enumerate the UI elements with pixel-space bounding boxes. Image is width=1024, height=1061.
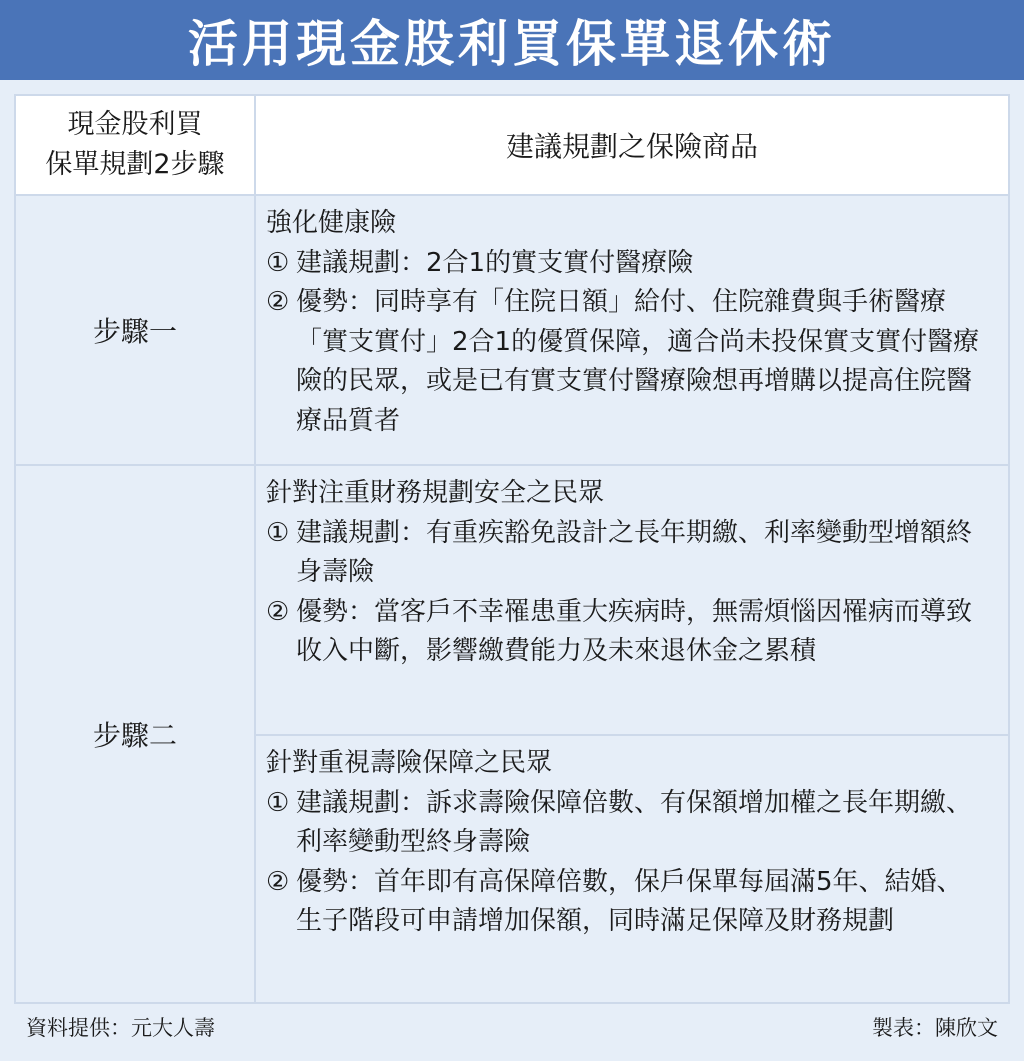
- item-number: ②: [266, 596, 290, 627]
- item-text: 建議規劃：有重疾豁免設計之長年期繳、利率變動型增額終身壽險: [296, 517, 973, 587]
- source-credit: 資料提供：元大人壽: [26, 1016, 215, 1040]
- step-two-content-a: [255, 465, 1009, 735]
- page-title: 活用現金股利買保單退休術: [188, 15, 836, 73]
- header-steps: [15, 95, 255, 195]
- list-item: [266, 244, 988, 284]
- maker-credit: 製表：陳欣文: [872, 1016, 998, 1040]
- item-number: ②: [266, 287, 290, 317]
- header-steps-line1: 現金股利買: [67, 109, 203, 140]
- item-text: 建議規劃：2合1的實支實付醫療險: [296, 247, 694, 278]
- title-bar: [0, 0, 1024, 80]
- list-item: [266, 593, 988, 672]
- item-number: ①: [266, 517, 290, 548]
- item-number: ②: [266, 866, 290, 897]
- item-text: 優勢：同時享有「住院日額」給付、住院雜費與手術醫療「實支實付」2合1的優質保障，適合尚未投保實支實付醫療險的民眾，或是已有實支實付醫療險想再增購以提高住院醫療品質者: [296, 287, 980, 436]
- list-item: [266, 784, 988, 863]
- item-number: ①: [266, 247, 290, 278]
- item-text: 優勢：當客戶不幸罹患重大疾病時，無需煩惱因罹病而導致收入中斷，影響繳費能力及未來退休金之累積: [296, 596, 973, 666]
- item-text: 建議規劃：訴求壽險保障倍數、有保額增加權之長年期繳、利率變動型終身壽險: [296, 787, 973, 857]
- block-heading: 強化健康險: [266, 208, 397, 238]
- item-number: ①: [266, 787, 290, 818]
- block-heading: 針對重視壽險保障之民眾: [266, 748, 553, 778]
- info-table: [14, 94, 1010, 1004]
- list-item: [266, 863, 988, 942]
- list-item: [266, 283, 988, 441]
- item-text: 優勢：首年即有高保障倍數，保戶保單每屆滿5年、結婚、生子階段可申請增加保額，同時滿足保障及財務規劃: [296, 866, 963, 936]
- step-one-content: [255, 195, 1009, 465]
- step-two-content-b: [255, 735, 1009, 1003]
- step-one-label: 步驟一: [15, 195, 255, 465]
- header-steps-line2: 保單規劃2步驟: [45, 149, 225, 180]
- block-heading: 針對注重財務規劃安全之民眾: [266, 478, 605, 508]
- footer: [0, 1006, 1024, 1050]
- header-products: 建議規劃之保險商品: [255, 95, 1009, 195]
- list-item: [266, 514, 988, 593]
- step-two-label: 步驟二: [15, 465, 255, 1003]
